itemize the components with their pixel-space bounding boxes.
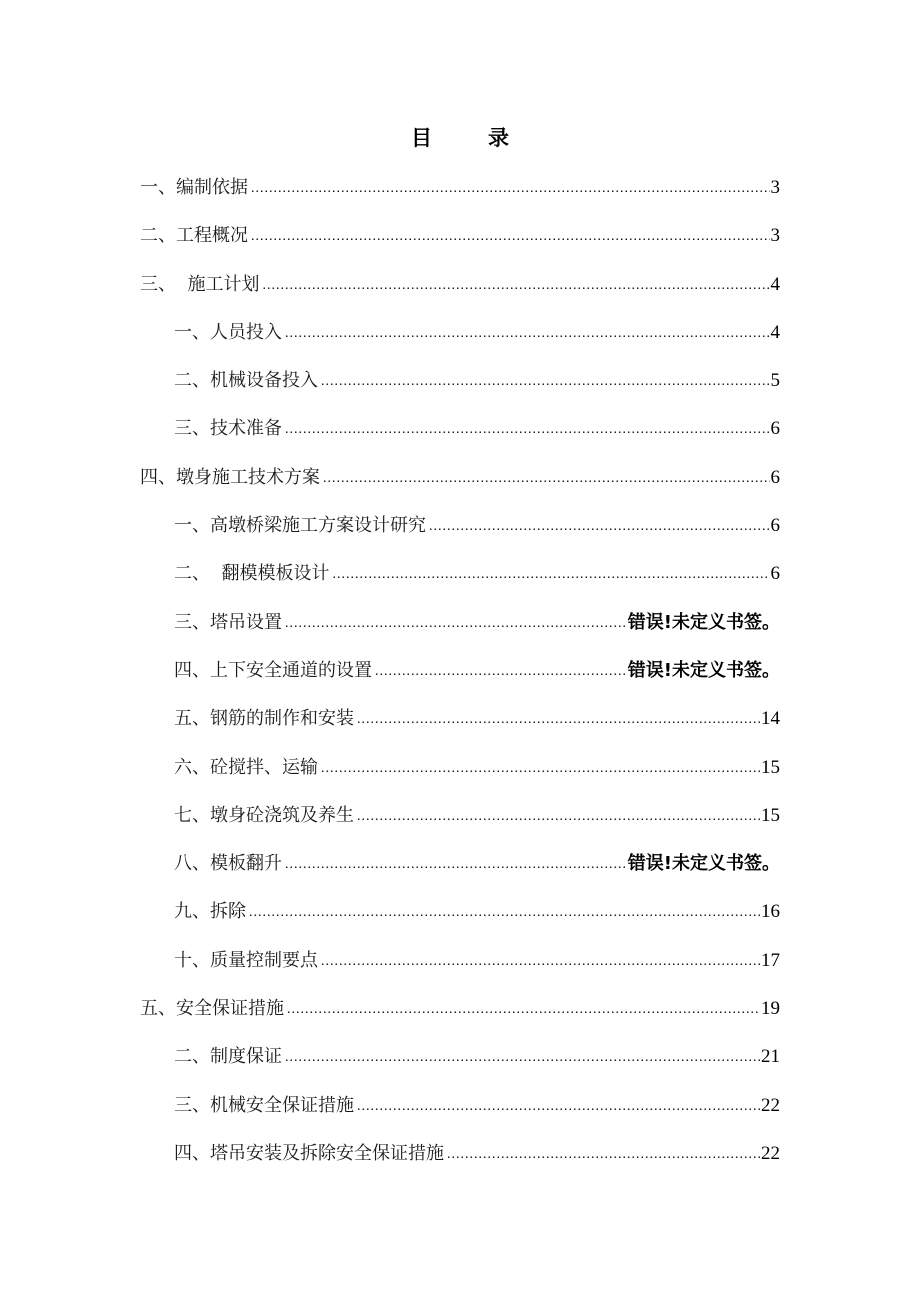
toc-entry[interactable] (140, 1130, 780, 1178)
toc-entry[interactable] (140, 550, 780, 598)
toc-entry[interactable] (140, 454, 780, 502)
toc-entry-label: 三、 施工计划 (140, 273, 260, 295)
toc-entry-page: 15 (761, 804, 780, 826)
toc-entry[interactable] (140, 164, 780, 212)
toc-entry[interactable] (140, 502, 780, 550)
toc-entry[interactable] (140, 937, 780, 985)
toc-dot-leader (321, 938, 760, 986)
toc-entry-label: 四、上下安全通道的设置 (174, 659, 372, 681)
toc-entry-label: 三、塔吊设置 (174, 611, 282, 633)
toc-entry-bookmark-error: 错误!未定义书签。 (627, 611, 780, 633)
toc-entry-label: 七、墩身砼浇筑及养生 (174, 804, 354, 826)
toc-entry-label: 九、拆除 (174, 901, 246, 923)
toc-entry-label: 三、技术准备 (174, 418, 282, 440)
toc-dot-leader (285, 406, 770, 454)
toc-dot-leader (323, 455, 770, 503)
toc-entry-label: 四、塔吊安装及拆除安全保证措施 (174, 1142, 444, 1164)
toc-entry-page: 19 (761, 998, 780, 1020)
toc-entry-page: 17 (761, 949, 780, 971)
toc-entry[interactable] (140, 599, 780, 647)
toc-entry-page: 4 (770, 321, 780, 343)
toc-entry-page: 4 (770, 273, 780, 295)
toc-dot-leader (262, 262, 769, 310)
toc-dot-leader (251, 213, 770, 261)
toc-entry[interactable] (140, 985, 780, 1033)
toc-entry-label: 三、机械安全保证措施 (174, 1094, 354, 1116)
toc-entry-page: 3 (770, 177, 780, 198)
toc-entry-label: 五、安全保证措施 (140, 998, 284, 1020)
toc-entry[interactable] (140, 309, 780, 357)
toc-entry-label: 二、机械设备投入 (174, 370, 318, 392)
toc-entry-page: 6 (770, 418, 780, 440)
toc-title-char-2: 录 (488, 126, 509, 150)
toc-dot-leader (332, 551, 769, 599)
toc-entry[interactable] (140, 261, 780, 309)
toc-entry[interactable] (140, 1082, 780, 1130)
toc-entry-page: 5 (770, 370, 780, 392)
toc-entry-page: 6 (770, 563, 780, 585)
toc-dot-leader (357, 696, 760, 744)
toc-entry[interactable] (140, 1033, 780, 1081)
toc-dot-leader (357, 1083, 760, 1131)
toc-entry[interactable] (140, 744, 780, 792)
toc-dot-leader (285, 600, 627, 648)
toc-entry-label: 二、 翻模模板设计 (174, 563, 330, 585)
toc-entry-label: 四、墩身施工技术方案 (140, 466, 320, 488)
toc-dot-leader (357, 793, 760, 841)
table-of-contents (140, 164, 780, 1178)
toc-entry-label: 八、模板翻升 (174, 853, 282, 875)
toc-entry-label: 一、高墩桥梁施工方案设计研究 (174, 515, 426, 537)
toc-dot-leader (321, 358, 770, 406)
toc-entry-label: 二、工程概况 (140, 225, 248, 247)
toc-entry[interactable] (140, 888, 780, 936)
toc-dot-leader (285, 841, 627, 889)
toc-dot-leader (447, 1131, 760, 1179)
toc-entry-page: 3 (770, 225, 780, 247)
toc-dot-leader (375, 648, 627, 696)
toc-entry-page: 6 (770, 466, 780, 488)
toc-entry-label: 五、钢筋的制作和安装 (174, 708, 354, 730)
toc-entry-label: 十、质量控制要点 (174, 949, 318, 971)
toc-entry[interactable] (140, 357, 780, 405)
toc-entry-bookmark-error: 错误!未定义书签。 (627, 853, 780, 875)
toc-entry-page: 21 (761, 1046, 780, 1068)
toc-dot-leader (321, 745, 760, 793)
toc-dot-leader (285, 1034, 760, 1082)
toc-entry-label: 二、制度保证 (174, 1046, 282, 1068)
toc-entry[interactable] (140, 792, 780, 840)
toc-entry-page: 22 (761, 1094, 780, 1116)
toc-dot-leader (249, 889, 760, 937)
toc-entry-label: 六、砼搅拌、运输 (174, 756, 318, 778)
toc-entry-label: 一、人员投入 (174, 321, 282, 343)
toc-entry-bookmark-error: 错误!未定义书签。 (627, 659, 780, 681)
toc-entry[interactable] (140, 405, 780, 453)
toc-entry[interactable] (140, 840, 780, 888)
toc-entry[interactable] (140, 647, 780, 695)
toc-entry[interactable] (140, 212, 780, 260)
toc-entry-page: 15 (761, 756, 780, 778)
toc-title (0, 122, 920, 152)
toc-dot-leader (429, 503, 770, 551)
toc-entry-label: 一、编制依据 (140, 177, 248, 198)
toc-entry-page: 16 (761, 901, 780, 923)
toc-entry-page: 22 (761, 1142, 780, 1164)
toc-title-char-1: 目 (411, 126, 432, 150)
toc-entry[interactable] (140, 695, 780, 743)
toc-dot-leader (251, 165, 770, 213)
toc-entry-page: 6 (770, 515, 780, 537)
toc-entry-page: 14 (761, 708, 780, 730)
toc-dot-leader (287, 986, 760, 1034)
toc-dot-leader (285, 310, 770, 358)
